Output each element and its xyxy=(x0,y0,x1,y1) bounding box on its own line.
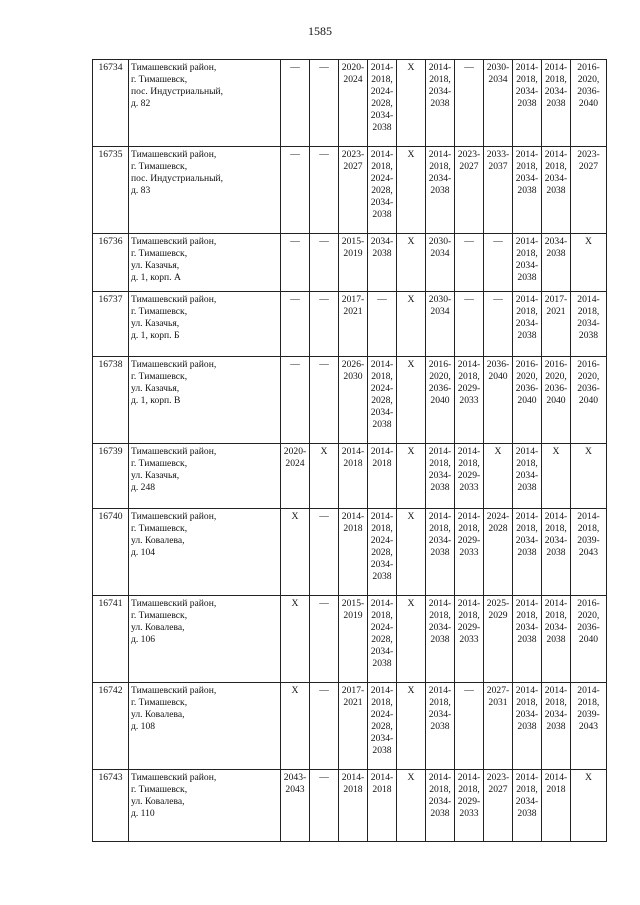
period-cell: 2027- 2031 xyxy=(484,683,513,770)
period-cell: 2014- 2018, 2034- 2038 xyxy=(426,60,455,147)
address-line: д. 82 xyxy=(131,98,151,109)
address-cell xyxy=(129,683,281,770)
address-line: д. 83 xyxy=(131,185,151,196)
period-cell: — xyxy=(281,357,310,444)
period-cell: 2014- 2018, 2024- 2028, 2034- 2038 xyxy=(368,509,397,596)
period-cell: 2030- 2034 xyxy=(426,292,455,357)
period-cell: 2014- 2018, 2034- 2038 xyxy=(542,60,571,147)
address-line: ул. Ковалева, xyxy=(131,622,185,633)
address-line: г. Тимашевск, xyxy=(131,697,188,708)
period-cell: 2015- 2019 xyxy=(339,234,368,292)
period-cell: X xyxy=(281,509,310,596)
period-cell: 2016- 2020, 2036- 2040 xyxy=(571,60,607,147)
period-cell: 2020- 2024 xyxy=(281,444,310,509)
address-line: г. Тимашевск, xyxy=(131,161,188,172)
address-line: ул. Казачья, xyxy=(131,318,180,329)
address-line: г. Тимашевск, xyxy=(131,784,188,795)
address-line: пос. Индустриальный, xyxy=(131,173,224,184)
address-line: г. Тимашевск, xyxy=(131,371,188,382)
period-cell: 2043- 2043 xyxy=(281,770,310,842)
period-cell: 2014- 2018, 2034- 2038 xyxy=(426,509,455,596)
address-cell xyxy=(129,596,281,683)
period-cell: X xyxy=(397,596,426,683)
period-cell: 2014- 2018, 2029- 2033 xyxy=(455,770,484,842)
period-cell: 2014- 2018, 2034- 2038 xyxy=(513,770,542,842)
period-cell: 2014- 2018, 2034- 2038 xyxy=(542,509,571,596)
address-line: ул. Ковалева, xyxy=(131,535,185,546)
period-cell: 2025- 2029 xyxy=(484,596,513,683)
address-line: Тимашевский район, xyxy=(131,685,217,696)
table-row xyxy=(93,596,607,683)
row-number: 16740 xyxy=(93,509,129,596)
table-row xyxy=(93,147,607,234)
period-cell: 2014- 2018, 2034- 2038 xyxy=(542,147,571,234)
row-number: 16734 xyxy=(93,60,129,147)
period-cell: 2014- 2018, 2034- 2038 xyxy=(542,683,571,770)
address-line: Тимашевский район, xyxy=(131,598,217,609)
address-line: д. 248 xyxy=(131,482,156,493)
period-cell: 2014- 2018, 2034- 2038 xyxy=(513,683,542,770)
table-row xyxy=(93,234,607,292)
period-cell: X xyxy=(571,234,607,292)
period-cell: 2014- 2018, 2039- 2043 xyxy=(571,683,607,770)
address-line: д. 106 xyxy=(131,634,156,645)
period-cell: X xyxy=(397,509,426,596)
period-cell: 2016- 2020, 2036- 2040 xyxy=(571,357,607,444)
period-cell: — xyxy=(310,509,339,596)
registry-table xyxy=(92,59,607,842)
period-cell: — xyxy=(281,147,310,234)
period-cell: 2014- 2018, 2034- 2038 xyxy=(426,770,455,842)
period-cell: 2014- 2018, 2039- 2043 xyxy=(571,509,607,596)
period-cell: — xyxy=(281,292,310,357)
address-line: г. Тимашевск, xyxy=(131,610,188,621)
address-line: г. Тимашевск, xyxy=(131,523,188,534)
address-line: Тимашевский район, xyxy=(131,149,217,160)
table-row xyxy=(93,292,607,357)
table-row xyxy=(93,357,607,444)
period-cell: 2016- 2020, 2036- 2040 xyxy=(426,357,455,444)
period-cell: 2023- 2027 xyxy=(455,147,484,234)
period-cell: 2014- 2018, 2034- 2038 xyxy=(426,444,455,509)
period-cell: 2023- 2027 xyxy=(571,147,607,234)
period-cell: X xyxy=(571,444,607,509)
period-cell: 2030- 2034 xyxy=(426,234,455,292)
period-cell: 2034- 2038 xyxy=(368,234,397,292)
period-cell: X xyxy=(397,683,426,770)
address-line: Тимашевский район, xyxy=(131,62,217,73)
address-line: д. 1, корп. В xyxy=(131,395,181,406)
period-cell: X xyxy=(397,292,426,357)
period-cell: — xyxy=(281,234,310,292)
period-cell: X xyxy=(484,444,513,509)
row-number: 16743 xyxy=(93,770,129,842)
period-cell: 2016- 2020, 2036- 2040 xyxy=(571,596,607,683)
address-line: Тимашевский район, xyxy=(131,359,217,370)
address-cell xyxy=(129,770,281,842)
address-line: Тимашевский район, xyxy=(131,772,217,783)
period-cell: — xyxy=(310,147,339,234)
address-line: д. 104 xyxy=(131,547,156,558)
address-line: г. Тимашевск, xyxy=(131,248,188,259)
address-line: Тимашевский район, xyxy=(131,294,217,305)
period-cell: 2014- 2018 xyxy=(339,509,368,596)
period-cell: X xyxy=(397,60,426,147)
period-cell: 2014- 2018 xyxy=(339,444,368,509)
period-cell: 2030- 2034 xyxy=(484,60,513,147)
address-cell xyxy=(129,234,281,292)
address-line: Тимашевский район, xyxy=(131,236,217,247)
table-row xyxy=(93,770,607,842)
address-cell xyxy=(129,60,281,147)
row-number: 16738 xyxy=(93,357,129,444)
table-row xyxy=(93,683,607,770)
table-row xyxy=(93,509,607,596)
period-cell: 2014- 2018, 2029- 2033 xyxy=(455,444,484,509)
period-cell: X xyxy=(310,444,339,509)
address-cell xyxy=(129,509,281,596)
period-cell: 2023- 2027 xyxy=(339,147,368,234)
period-cell: 2014- 2018, 2034- 2038 xyxy=(513,509,542,596)
period-cell: X xyxy=(571,770,607,842)
period-cell: X xyxy=(281,683,310,770)
address-cell xyxy=(129,357,281,444)
period-cell: 2014- 2018, 2029- 2033 xyxy=(455,509,484,596)
period-cell: 2014- 2018 xyxy=(368,444,397,509)
period-cell: 2014- 2018, 2034- 2038 xyxy=(426,147,455,234)
period-cell: — xyxy=(368,292,397,357)
period-cell: — xyxy=(281,60,310,147)
period-cell: X xyxy=(397,357,426,444)
address-line: ул. Казачья, xyxy=(131,470,180,481)
address-line: Тимашевский район, xyxy=(131,511,217,522)
row-number: 16741 xyxy=(93,596,129,683)
period-cell: — xyxy=(310,357,339,444)
period-cell: — xyxy=(455,60,484,147)
period-cell: 2014- 2018, 2034- 2038 xyxy=(426,596,455,683)
period-cell: 2014- 2018, 2034- 2038 xyxy=(513,60,542,147)
period-cell: — xyxy=(310,683,339,770)
period-cell: — xyxy=(310,234,339,292)
period-cell: 2020- 2024 xyxy=(339,60,368,147)
period-cell: 2014- 2018, 2024- 2028, 2034- 2038 xyxy=(368,147,397,234)
period-cell: 2036- 2040 xyxy=(484,357,513,444)
address-line: ул. Ковалева, xyxy=(131,796,185,807)
address-line: ул. Казачья, xyxy=(131,260,180,271)
period-cell: X xyxy=(281,596,310,683)
period-cell: 2014- 2018, 2029- 2033 xyxy=(455,596,484,683)
period-cell: — xyxy=(310,292,339,357)
address-line: ул. Казачья, xyxy=(131,383,180,394)
period-cell: 2014- 2018, 2024- 2028, 2034- 2038 xyxy=(368,596,397,683)
table-body xyxy=(93,60,607,842)
period-cell: 2014- 2018, 2034- 2038 xyxy=(513,292,542,357)
row-number: 16736 xyxy=(93,234,129,292)
address-cell xyxy=(129,292,281,357)
period-cell: — xyxy=(455,683,484,770)
period-cell: 2033- 2037 xyxy=(484,147,513,234)
period-cell: X xyxy=(397,770,426,842)
period-cell: 2014- 2018, 2034- 2038 xyxy=(426,683,455,770)
period-cell: 2014- 2018, 2024- 2028, 2034- 2038 xyxy=(368,357,397,444)
period-cell: 2014- 2018, 2024- 2028, 2034- 2038 xyxy=(368,683,397,770)
address-line: д. 1, корп. Б xyxy=(131,330,180,341)
period-cell: 2023- 2027 xyxy=(484,770,513,842)
address-line: Тимашевский район, xyxy=(131,446,217,457)
period-cell: 2034- 2038 xyxy=(542,234,571,292)
period-cell: — xyxy=(310,770,339,842)
period-cell: 2014- 2018, 2034- 2038 xyxy=(513,596,542,683)
period-cell: 2014- 2018, 2034- 2038 xyxy=(513,234,542,292)
period-cell: 2024- 2028 xyxy=(484,509,513,596)
address-line: д. 110 xyxy=(131,808,155,819)
period-cell: 2016- 2020, 2036- 2040 xyxy=(513,357,542,444)
address-line: г. Тимашевск, xyxy=(131,306,188,317)
period-cell: 2016- 2020, 2036- 2040 xyxy=(542,357,571,444)
period-cell: 2014- 2018, 2029- 2033 xyxy=(455,357,484,444)
period-cell: 2014- 2018 xyxy=(368,770,397,842)
period-cell: 2015- 2019 xyxy=(339,596,368,683)
period-cell: — xyxy=(484,234,513,292)
period-cell: 2017- 2021 xyxy=(542,292,571,357)
row-number: 16739 xyxy=(93,444,129,509)
address-cell xyxy=(129,444,281,509)
period-cell: — xyxy=(455,234,484,292)
period-cell: X xyxy=(397,147,426,234)
address-line: г. Тимашевск, xyxy=(131,458,188,469)
period-cell: 2014- 2018, 2024- 2028, 2034- 2038 xyxy=(368,60,397,147)
address-line: ул. Ковалева, xyxy=(131,709,185,720)
address-line: г. Тимашевск, xyxy=(131,74,188,85)
period-cell: 2014- 2018, 2034- 2038 xyxy=(513,147,542,234)
period-cell: — xyxy=(310,60,339,147)
period-cell: 2026- 2030 xyxy=(339,357,368,444)
period-cell: 2017- 2021 xyxy=(339,683,368,770)
table-row xyxy=(93,60,607,147)
period-cell: — xyxy=(484,292,513,357)
address-cell xyxy=(129,147,281,234)
row-number: 16742 xyxy=(93,683,129,770)
period-cell: 2014- 2018, 2034- 2038 xyxy=(571,292,607,357)
table-row xyxy=(93,444,607,509)
period-cell: X xyxy=(542,444,571,509)
period-cell: 2014- 2018, 2034- 2038 xyxy=(513,444,542,509)
row-number: 16735 xyxy=(93,147,129,234)
address-line: д. 1, корп. А xyxy=(131,272,181,283)
row-number: 16737 xyxy=(93,292,129,357)
address-line: пос. Индустриальный, xyxy=(131,86,224,97)
period-cell: — xyxy=(455,292,484,357)
period-cell: 2017- 2021 xyxy=(339,292,368,357)
period-cell: X xyxy=(397,444,426,509)
period-cell: 2014- 2018 xyxy=(339,770,368,842)
period-cell: 2014- 2018, 2034- 2038 xyxy=(542,596,571,683)
address-line: д. 108 xyxy=(131,721,156,732)
period-cell: X xyxy=(397,234,426,292)
page-number: 1585 xyxy=(308,24,332,38)
period-cell: 2014- 2018 xyxy=(542,770,571,842)
period-cell: — xyxy=(310,596,339,683)
